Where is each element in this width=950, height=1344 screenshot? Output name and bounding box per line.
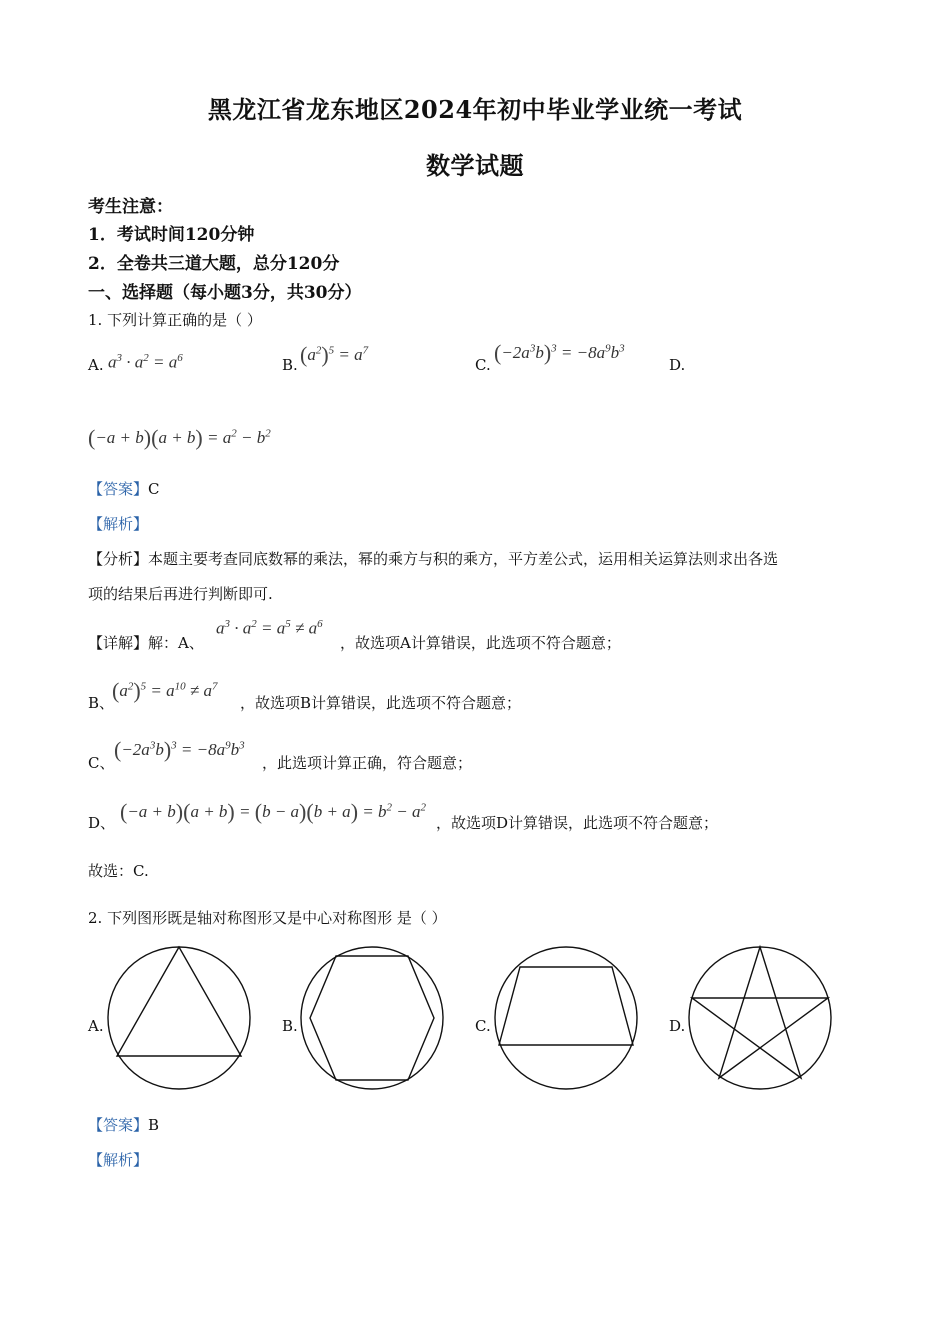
option-b-formula: $(a^2)^5 = a^7$: [300, 342, 369, 367]
detail-d-prefix: D、: [88, 814, 116, 832]
detail-b-suffix: ，故选项B计算错误，此选项不符合题意；: [240, 694, 522, 712]
fenxi-tag: 【分析】: [88, 550, 149, 568]
detail-b-prefix: B、: [88, 694, 115, 712]
section-heading: 一、选择题（每小题3分，共30分）: [88, 283, 362, 303]
question-1-stem: 1. 下列计算正确的是（ ）: [88, 311, 262, 329]
answer-value: C: [148, 480, 160, 498]
figure-a-label: A.: [88, 1017, 104, 1035]
figure-d-circle-pentagram: [689, 947, 831, 1089]
option-d-formula: $(-a + b)(a + b) = a^2 - b^2$: [88, 425, 271, 450]
option-c-label: C.: [475, 356, 491, 374]
option-c-formula: $(-2a^3b)^3 = -8a^9b^3$: [494, 340, 625, 365]
fenxi-text-1: 本题主要考查同底数幂的乘法，幂的乘方与积的乘方，平方差公式，运用相关运算法则求出各选: [148, 550, 779, 568]
detail-c-suffix: ，此选项计算正确，符合题意；: [262, 754, 473, 772]
option-a-label: A.: [88, 356, 104, 374]
detail-d-suffix: ，故选项D计算错误，此选项不符合题意；: [436, 814, 719, 832]
fenxi-text-2: 项的结果后再进行判断即可.: [88, 585, 273, 603]
analysis-tag: 【解析】: [88, 515, 149, 533]
page-title: 黑龙江省龙东地区2024年初中毕业学业统一考试: [207, 95, 743, 124]
option-d-label: D.: [669, 356, 686, 374]
answer-tag: 【答案】: [88, 480, 149, 498]
notice-heading: 考生注意：: [88, 197, 173, 217]
detail-d-formula: $(-a + b)(a + b) = (b - a)(b + a) = b^2 - a^2$: [120, 799, 426, 824]
page-subtitle: 数学试题: [426, 151, 524, 180]
detail-tag: 【详解】: [88, 634, 149, 652]
detail-a-formula: $a^3 \cdot a^2 = a^5 \ne a^6$: [216, 618, 323, 638]
detail-b-formula: $(a^2)^5 = a^{10} \ne a^7$: [112, 678, 218, 703]
figure-c-label: C.: [475, 1017, 491, 1035]
analysis-tag-2: 【解析】: [88, 1151, 149, 1169]
answer-value-2: B: [148, 1116, 160, 1134]
figure-a-circle-triangle: [108, 947, 250, 1089]
notice-item-2: 2．全卷共三道大题，总分120分: [88, 254, 340, 274]
option-b-label: B.: [282, 356, 298, 374]
answer-tag-2: 【答案】: [88, 1116, 149, 1134]
option-a-formula: $a^3 \cdot a^2 = a^6$: [108, 352, 183, 372]
figure-b-circle-hexagon: [301, 947, 443, 1089]
detail-c-formula: $(-2a^3b)^3 = -8a^9b^3$: [114, 737, 245, 762]
figure-b-label: B.: [282, 1017, 298, 1035]
detail-a-prefix: 解：A、: [148, 634, 204, 652]
figure-c-circle-trapezoid: [495, 947, 637, 1089]
detail-a-suffix: ，故选项A计算错误，此选项不符合题意；: [340, 634, 621, 652]
detail-c-prefix: C、: [88, 754, 115, 772]
figure-d-label: D.: [669, 1017, 686, 1035]
notice-item-1: 1．考试时间120分钟: [88, 225, 255, 245]
question-2-stem: 2. 下列图形既是轴对称图形又是中心对称图形 是（ ）: [88, 909, 447, 927]
conclusion: 故选：C.: [88, 862, 149, 880]
